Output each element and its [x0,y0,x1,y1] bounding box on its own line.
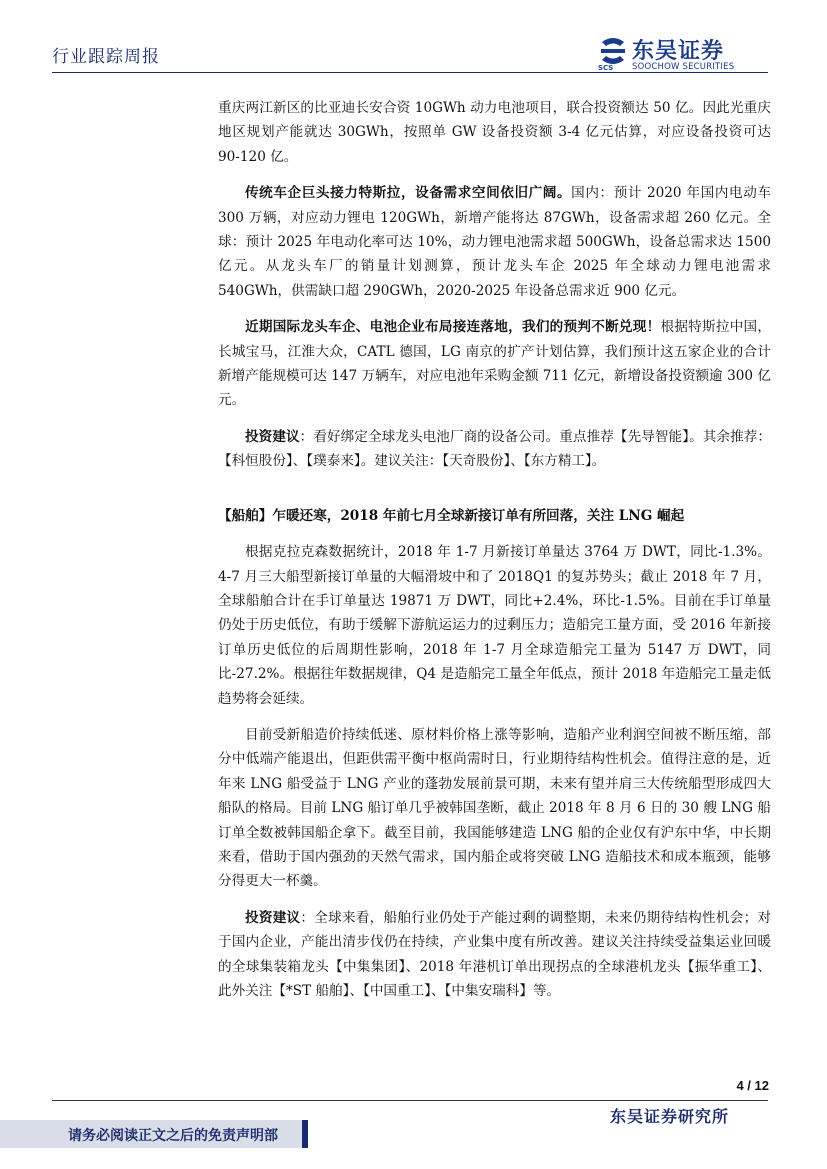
header-divider [52,72,768,73]
logo-mark-icon [598,36,628,66]
paragraph-lng-outlook: 目前受新船造价持续低迷、原材料价格上涨等影响，造船产业利润空间被不断压缩，部分中低端产能退出，但距供需平衡中枢尚需时日，行业期待结构性机会。值得注意的是，近年来 LNG 船受益于 LNG 产业的蓬勃发展前景可期，未来有望并肩三大传统船型形成四大船队的格局。目前 LNG 船订单几乎被韩国垄断，截止 2018 年 8 月 6 日的 30 艘 LNG 船订单全数被韩国船企拿下。截至目前，我国能够建造 LNG 船的企业仅有沪东中华，中长期来看，借助于国内强劲的天然气需求，国内船企或将突破 LNG 造船技术和成本瓶颈，能够分得更大一杯羹。 [218,726,771,890]
institute-name: 东吴证券研究所 [610,1107,730,1126]
logo-abbr: SCS [598,64,614,72]
company-logo [598,34,768,74]
paragraph-clarksons-data: 根据克拉克森数据统计，2018 年 1-7 月新接订单量达 3764 万 DWT，同比-1.3%。4-7 月三大船型新接订单量的大幅滑坡中和了 2018Q1 的复苏势头；截止 2018 年 7 月，全球船舶合计在手订单量达 19871 万 DWT，同比+2.4%，环比-1.5%。目前在手订单量仍处于历史低位，有助于缓解下游航运运力的过剩压力；造船完工量方面，受 2016 年新接订单历史低位的后周期性影响，2018 年 1-7 月全球造船完工量为 5147 万 DWT，同比-27.2%。根据往年数据规律，Q4 是造船完工量全年低点，预计 2018 年造船完工量走低趋势将会延续。 [218,544,771,707]
paragraph-text: ：看好绑定全球龙头电池厂商的设备公司。重点推荐【先导智能】。其余推荐：【科恒股份】、【璞泰来】。建议关注：【天奇股份】、【东方精工】。 [218,428,771,470]
disclaimer-note: 请务必阅读正文之后的免责声明部 [68,1128,278,1144]
section-title-shipbuilding: 【船舶】乍暖还寒，2018 年前七月全球新接订单有所回落，关注 LNG 崛起 [218,507,685,524]
report-body [218,96,771,1015]
paragraph-text: 根据特斯拉中国，长城宝马，江淮大众，CATL 德国，LG 南京的扩产计划估算，我们预计这五家企业的合计新增产能规模可达 147 万辆车，对应电池年采购金额 711 亿元，新增设备投资额逾 300 亿元。 [218,319,772,409]
paragraph-chongqing: 重庆两江新区的比亚迪长安合资 10GWh 动力电池项目，联合投资额达 50 亿。因此光重庆地区规划产能就达 30GWh，按照单 GW 设备投资额 3-4 亿元估算，对应设备投资可达 90-120 亿。 [218,100,771,165]
paragraph-investment-advice-ship [218,906,771,1004]
paragraph-lead: 近期国际龙头车企、电池企业布局接连落地，我们的预判不断兑现！ [245,319,661,336]
footer-divider [52,1100,768,1101]
paragraph-global-layout [218,315,771,413]
paragraph-traditional-oem [218,181,771,303]
page-number: 4 / 12 [736,1078,769,1093]
paragraph-text: ：全球来看，船舶行业仍处于产能过剩的调整期，未来仍期待结构性机会；对于国内企业，产能出清步伐仍在持续，产业集中度有所改善。建议关注持续受益集运业回暖的全球集装箱龙头【中集集团】、2018 年港机订单出现拐点的全球港机龙头【振华重工】、此外关注【*ST 船舶】、【中国重工】、【中集安瑞科】等。 [218,909,772,999]
paragraph-investment-advice-battery [218,425,771,474]
logo-cn-name: 东吴证券 [632,39,725,64]
logo-en-name: SOOCHOW SECURITIES [632,62,735,72]
report-type-title: 行业跟踪周报 [52,47,160,67]
paragraph-lead: 投资建议 [245,428,300,445]
paragraph-text: 国内：预计 2020 年国内电动车 300 万辆，对应动力锂电 120GWh，新增产能将达 87GWh，设备需求超 260 亿元。全球：预计 2025 年电动化率可达 10%，动力锂电池需求超 500GWh，设备总需求达 1500 亿元。从龙头车厂的销量计划测算，预计龙头车企 2025 年全球动力锂电池需求 540GWh，供需缺口超 290GWh，2020-2025 年设备总需求近 900 亿元。 [218,185,771,299]
paragraph-lead: 投资建议 [245,909,301,926]
paragraph-lead: 传统车企巨头接力特斯拉，设备需求空间依旧广阔。 [245,185,572,202]
